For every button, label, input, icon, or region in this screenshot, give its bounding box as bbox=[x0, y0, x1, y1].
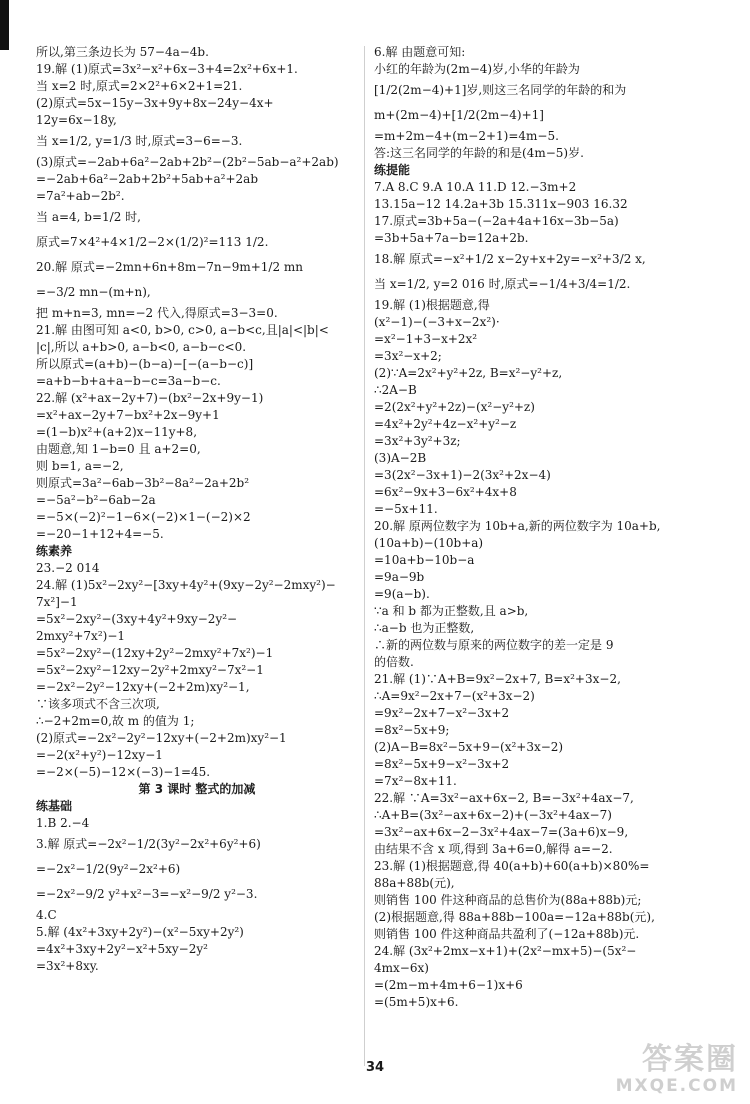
left-column bbox=[36, 44, 358, 1044]
solution-line: =3x²−ax+6x−2−3x²+4ax−7=(3a+6)x−9, bbox=[374, 825, 629, 839]
solution-line: =9x²−2x+7−x²−3x+2 bbox=[374, 706, 510, 720]
solution-line: 13.15a−12 14.2a+3b 15.311x−903 16.32 bbox=[374, 197, 628, 211]
solution-line: 则销售 100 件这种商品的总售价为(88a+88b)元; bbox=[374, 893, 642, 907]
solution-line: 24.解 (1)5x²−2xy²−[3xy+4y²+(9xy−2y²−2mxy²)− bbox=[36, 578, 336, 592]
solution-line: =a+b−b+a+a−b−c=3a−b−c. bbox=[36, 374, 221, 388]
solution-line: =x²+ax−2y+7−bx²+2x−9y+1 bbox=[36, 408, 220, 422]
solution-line: ∵a 和 b 都为正整数,且 a>b, bbox=[374, 604, 529, 618]
page-number: 34 bbox=[365, 1060, 385, 1075]
solution-line: =4x²+3xy+2y²−x²+5xy−2y² bbox=[36, 942, 208, 956]
solution-line: =−2x²−2y²−12xy+(−2+2m)xy²−1, bbox=[36, 680, 250, 694]
solution-line: 由结果不含 x 项,得到 3a+6=0,解得 a=−2. bbox=[374, 842, 613, 856]
solution-line: =5x²−2xy²−12xy−2y²+2mxy²−7x²−1 bbox=[36, 663, 264, 677]
solution-line: 则销售 100 件这种商品共盈利了(−12a+88b)元. bbox=[374, 927, 640, 941]
solution-line: (2)原式=5x−15y−3x+9y+8x−24y−4x+ bbox=[36, 96, 274, 110]
solution-line: 小红的年龄为(2m−4)岁,小华的年龄为 bbox=[374, 62, 580, 76]
solution-line: (2)根据题意,得 88a+88b−100a=−12a+88b(元), bbox=[374, 910, 655, 924]
solution-line: =3x²+8xy. bbox=[36, 959, 99, 973]
solution-line: =−20−1+12+4=−5. bbox=[36, 527, 164, 541]
solution-line: 18.解 原式=−x²+1/2 x−2y+x+2y=−x²+3/2 x, bbox=[374, 252, 646, 266]
solution-line: (2)原式=−2x²−2y²−12xy+(−2+2m)xy²−1 bbox=[36, 731, 287, 745]
solution-line: 答:这三名同学的年龄的和是(4m−5)岁. bbox=[374, 146, 584, 160]
solution-line: =7x²−8x+11. bbox=[374, 774, 457, 788]
solution-line: =9(a−b). bbox=[374, 587, 430, 601]
solution-line: ∴a−b 也为正整数, bbox=[374, 621, 475, 635]
solution-line: =7a²+ab−2b². bbox=[36, 189, 125, 203]
solution-line: =−5×(−2)²−1−6×(−2)×1−(−2)×2 bbox=[36, 510, 251, 524]
section-heading: 练素养 bbox=[36, 544, 73, 558]
solution-line: 24.解 (3x²+2mx−x+1)+(2x²−mx+5)−(5x²− bbox=[374, 944, 637, 958]
solution-line: m+(2m−4)+[1/2(2m−4)+1] bbox=[374, 108, 544, 122]
solution-line: 2mxy²+7x²)−1 bbox=[36, 629, 126, 643]
solution-line: ∵该多项式不含三次项, bbox=[36, 697, 160, 711]
solution-line: =3b+5a+7a−b=12a+2b. bbox=[374, 231, 529, 245]
solution-line: 21.解 由图可知 a<0, b>0, c>0, a−b<c,且|a|<|b|< bbox=[36, 323, 329, 337]
solution-line: =−2x²−1/2(9y²−2x²+6) bbox=[36, 862, 181, 876]
solution-line: =8x²−5x+9; bbox=[374, 723, 450, 737]
solution-line: (2)∵A=2x²+y²+2z, B=x²−y²+z, bbox=[374, 366, 563, 380]
solution-line: (2)A−B=8x²−5x+9−(x²+3x−2) bbox=[374, 740, 564, 754]
solution-line: =5x²−2xy²−(12xy+2y²−2mxy²+7x²)−1 bbox=[36, 646, 274, 660]
solution-line: =(2m−m+4m+6−1)x+6 bbox=[374, 978, 523, 992]
solution-line: [1/2(2m−4)+1]岁,则这三名同学的年龄的和为 bbox=[374, 83, 627, 97]
solution-line: 当 x=1/2, y=2 016 时,原式=−1/4+3/4=1/2. bbox=[374, 277, 631, 291]
section-heading: 练基础 bbox=[36, 799, 73, 813]
solution-line: 所以原式=(a+b)−(b−a)−[−(a−b−c)] bbox=[36, 357, 254, 371]
solution-line: 4.C bbox=[36, 908, 57, 922]
solution-line: =3x²−x+2; bbox=[374, 349, 442, 363]
solution-line: =−3/2 mn−(m+n), bbox=[36, 285, 151, 299]
solution-line: ∴A=9x²−2x+7−(x²+3x−2) bbox=[374, 689, 535, 703]
solution-line: 由题意,知 1−b=0 且 a+2=0, bbox=[36, 442, 201, 456]
solution-line: 23.−2 014 bbox=[36, 561, 100, 575]
solution-line: 当 x=1/2, y=1/3 时,原式=3−6=−3. bbox=[36, 134, 243, 148]
solution-line: (x²−1)−(−3+x−2x²)· bbox=[374, 315, 500, 329]
solution-line: =10a+b−10b−a bbox=[374, 553, 475, 567]
solution-line: 则原式=3a²−6ab−3b²−8a²−2a+2b² bbox=[36, 476, 250, 490]
solution-line: 22.解 ∵A=3x²−ax+6x−2, B=−3x²+4ax−7, bbox=[374, 791, 634, 805]
watermark-logo bbox=[616, 1044, 738, 1096]
solution-line: =−5a²−b²−6ab−2a bbox=[36, 493, 156, 507]
solution-line: =(5m+5)x+6. bbox=[374, 995, 459, 1009]
solution-line: 12y=6x−18y, bbox=[36, 113, 117, 127]
watermark-top: 答案圈 bbox=[642, 1042, 738, 1077]
solution-line: =−2ab+6a²−2ab+2b²+5ab+a²+2ab bbox=[36, 172, 259, 186]
solution-line: 20.解 原式=−2mn+6n+8m−7n−9m+1/2 mn bbox=[36, 260, 304, 274]
solution-line: =9a−9b bbox=[374, 570, 425, 584]
solution-line: 当 a=4, b=1/2 时, bbox=[36, 210, 141, 224]
solution-line: 当 x=2 时,原式=2×2²+6×2+1=21. bbox=[36, 79, 243, 93]
column-divider bbox=[364, 46, 365, 1066]
solution-line: 21.解 (1)∵A+B=9x²−2x+7, B=x²+3x−2, bbox=[374, 672, 621, 686]
solution-line: (3)A−2B bbox=[374, 451, 427, 465]
solution-line: 4mx−6x) bbox=[374, 961, 429, 975]
solution-line: =−2x²−9/2 y²+x²−3=−x²−9/2 y²−3. bbox=[36, 887, 258, 901]
solution-line: 的倍数. bbox=[374, 655, 414, 669]
solution-line: =2(2x²+y²+2z)−(x²−y²+z) bbox=[374, 400, 535, 414]
solution-line: 20.解 原两位数字为 10b+a,新的两位数字为 10a+b, bbox=[374, 519, 661, 533]
solution-line: (3)原式=−2ab+6a²−2ab+2b²−(2b²−5ab−a²+2ab) bbox=[36, 155, 339, 169]
solution-line: =3(2x²−3x+1)−2(3x²+2x−4) bbox=[374, 468, 551, 482]
solution-line: 17.原式=3b+5a−(−2a+4a+16x−3b−5a) bbox=[374, 214, 619, 228]
solution-line: =x²−1+3−x+2x² bbox=[374, 332, 478, 346]
section-heading: 第 3 课时 整式的加减 bbox=[138, 782, 256, 796]
solution-line: =(1−b)x²+(a+2)x−11y+8, bbox=[36, 425, 198, 439]
solution-line: 把 m+n=3, mn=−2 代入,得原式=3−3=0. bbox=[36, 306, 278, 320]
scan-edge-mark bbox=[0, 0, 9, 50]
solution-line: 3.解 原式=−2x²−1/2(3y²−2x²+6y²+6) bbox=[36, 837, 261, 851]
solution-line: 1.B 2.−4 bbox=[36, 816, 90, 830]
section-heading: 练提能 bbox=[374, 163, 411, 177]
solution-line: 19.解 (1)根据题意,得 bbox=[374, 298, 490, 312]
solution-line: 5.解 (4x²+3xy+2y²)−(x²−5xy+2y²) bbox=[36, 925, 244, 939]
solution-line: 88a+88b(元), bbox=[374, 876, 455, 890]
solution-line: =m+2m−4+(m−2+1)=4m−5. bbox=[374, 129, 559, 143]
solution-line: =−2(x²+y²)−12xy−1 bbox=[36, 748, 163, 762]
solution-line: 22.解 (x²+ax−2y+7)−(bx²−2x+9y−1) bbox=[36, 391, 264, 405]
solution-line: ∴A+B=(3x²−ax+6x−2)+(−3x²+4ax−7) bbox=[374, 808, 612, 822]
solution-line: ∴2A−B bbox=[374, 383, 417, 397]
solution-line: =−5x+11. bbox=[374, 502, 438, 516]
solution-line: 所以,第三条边长为 57−4a−4b. bbox=[36, 45, 209, 59]
solution-line: (10a+b)−(10b+a) bbox=[374, 536, 484, 550]
solution-line: ∴−2+2m=0,故 m 的值为 1; bbox=[36, 714, 195, 728]
right-column bbox=[374, 44, 714, 1044]
solution-line: =−2×(−5)−12×(−3)−1=45. bbox=[36, 765, 211, 779]
solution-line: =5x²−2xy²−(3xy+4y²+9xy−2y²− bbox=[36, 612, 238, 626]
solution-line: 23.解 (1)根据题意,得 40(a+b)+60(a+b)×80%= bbox=[374, 859, 650, 873]
solution-line: |c|,所以 a+b>0, a−b<0, a−b−c<0. bbox=[36, 340, 247, 354]
solution-line: 则 b=1, a=−2, bbox=[36, 459, 124, 473]
solution-line: 19.解 (1)原式=3x²−x²+6x−3+4=2x²+6x+1. bbox=[36, 62, 298, 76]
solution-line: 6.解 由题意可知: bbox=[374, 45, 466, 59]
solution-line: 7x²]−1 bbox=[36, 595, 78, 609]
solution-line: 7.A 8.C 9.A 10.A 11.D 12.−3m+2 bbox=[374, 180, 577, 194]
solution-line: ∴新的两位数与原来的两位数字的差一定是 9 bbox=[374, 638, 614, 652]
solution-line: =8x²−5x+9−x²−3x+2 bbox=[374, 757, 510, 771]
solution-line: =6x²−9x+3−6x²+4x+8 bbox=[374, 485, 517, 499]
solution-line: =4x²+2y²+4z−x²+y²−z bbox=[374, 417, 517, 431]
solution-line: 原式=7×4²+4×1/2−2×(1/2)²=113 1/2. bbox=[36, 235, 269, 249]
solution-line: =3x²+3y²+3z; bbox=[374, 434, 461, 448]
watermark-url: MXQE.COM bbox=[615, 1076, 738, 1096]
